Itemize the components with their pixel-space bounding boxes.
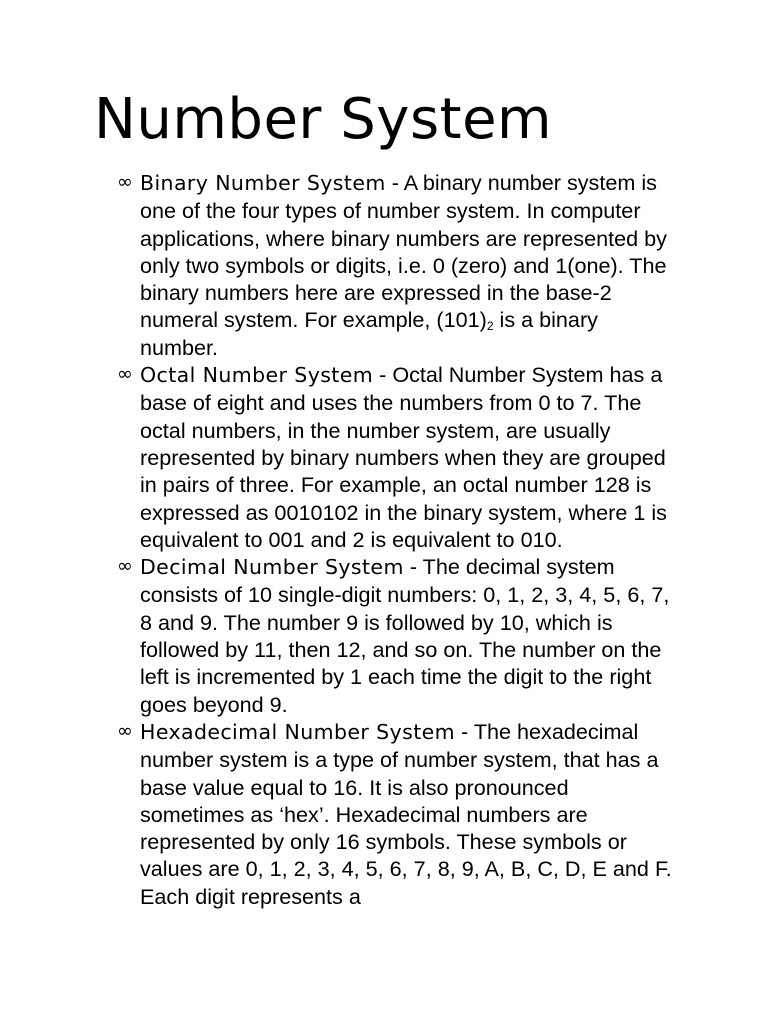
octal-description: Octal Number System has a base of eight and uses the numbers from 0 to 7. The octal numbers, in the number system, are usually represented by binary numbers when they are grouped in pairs of three. For example, an octal number 128 is expressed as 0010102 in the binary system, where 1 is equivalent to 001 and 2 is equivalent to 010. — [140, 362, 667, 552]
term-octal-number-system: Octal Number System — [140, 363, 374, 388]
list-item-hexadecimal — [115, 718, 677, 910]
hexadecimal-description: The hexadecimal number system is a type of number system, that has a base value equal to 16. It is also pronounced sometimes as ‘hex’. Hexadecimal numbers are represented by only 16 symbols. These symbols or values are 0, 1, 2, 3, 4, 5, 6, 7, 8, 9, A, B, C, D, E and F. Each digit represents a — [140, 718, 672, 909]
term-separator: - — [373, 362, 393, 388]
infinity-bullet-icon: ∞ — [117, 719, 133, 742]
decimal-description: The decimal system consists of 10 single-digit numbers: 0, 1, 2, 3, 4, 5, 6, 7, 8 and 9. The number 9 is followed by 10, which is followed by 11, then 12, and so on. The number on the left is incremented by 1 each time the digit to the right goes beyond 9. — [140, 554, 670, 717]
page-title: Number System — [94, 87, 553, 152]
list-item-decimal — [115, 553, 677, 718]
list-item-octal — [115, 361, 677, 553]
term-separator: - — [455, 718, 474, 744]
base-subscript: 2 — [486, 319, 494, 334]
infinity-bullet-icon: ∞ — [117, 363, 133, 386]
term-separator: - — [385, 170, 404, 195]
infinity-bullet-icon: ∞ — [117, 171, 133, 193]
term-separator: - — [403, 554, 423, 580]
binary-description: A binary number system is one of the four types of number system. In computer applications, where binary numbers are represented by only two symbols or digits, i.e. 0 (zero) and 1(one). The binary numbers here are expressed in the base-2 numeral system. For example, (101) — [140, 170, 667, 333]
infinity-bullet-icon: ∞ — [117, 555, 133, 578]
term-decimal-number-system: Decimal Number System — [140, 555, 404, 580]
number-system-list — [115, 169, 677, 910]
term-hexadecimal-number-system: Hexadecimal Number System — [140, 719, 456, 744]
binary-description-end: is a binary number. — [140, 307, 598, 360]
term-binary-number-system: Binary Number System — [140, 171, 386, 195]
list-item-binary — [115, 169, 677, 361]
